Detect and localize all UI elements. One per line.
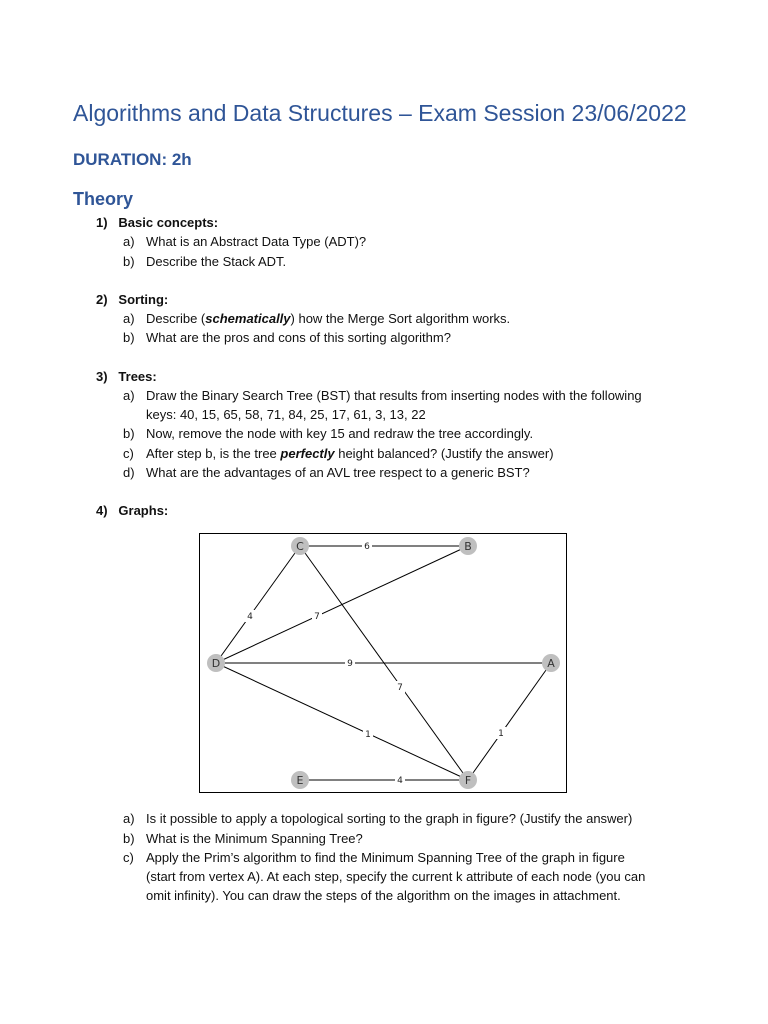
graph-node-label-d: D <box>211 657 221 670</box>
question-2b-letter: b) <box>123 330 135 345</box>
question-1b-text: Describe the Stack ADT. <box>146 254 287 269</box>
question-2b-text: What are the pros and cons of this sorting algorithm? <box>146 330 451 345</box>
question-4b-text: What is the Minimum Spanning Tree? <box>146 831 363 846</box>
question-3-number: 3) <box>96 369 108 384</box>
graph-edge-c-d <box>216 546 300 663</box>
question-4c-text: Apply the Prim’s algorithm to find the Minimum Spanning Tree of the graph in figure <box>146 850 625 865</box>
question-1a-text: What is an Abstract Data Type (ADT)? <box>146 234 367 249</box>
question-2a-emphasis: schematically <box>205 311 291 326</box>
question-4b-letter: b) <box>123 831 135 846</box>
graph-edge-d-f <box>216 663 468 780</box>
question-3-title: Trees: <box>118 369 157 384</box>
graph-edge-weight-c-f: 7 <box>397 683 403 693</box>
section-heading-theory: Theory <box>73 189 134 209</box>
graph-node-label-b: B <box>464 540 472 553</box>
question-3c-pre: After step b, is the tree <box>146 446 281 461</box>
graph-node-label-e: E <box>296 774 304 787</box>
question-4a-text: Is it possible to apply a topological sorting to the graph in figure? (Justify the answer) <box>146 811 633 826</box>
question-2a-text <box>146 309 510 328</box>
question-2a-pre: Describe ( <box>146 311 206 326</box>
question-4c-text-line2: (start from vertex A). At each step, specify the current k attribute of each node (you can <box>146 869 646 884</box>
question-3d-text: What are the advantages of an AVL tree respect to a generic BST? <box>146 465 530 480</box>
question-4c-letter: c) <box>123 850 134 865</box>
exam-duration: DURATION: 2h <box>73 150 192 169</box>
question-1-number: 1) <box>96 215 108 230</box>
question-4-heading <box>96 501 168 520</box>
question-2a-letter: a) <box>123 311 135 326</box>
question-4-title: Graphs: <box>118 503 169 518</box>
question-3c-post: height balanced? (Justify the answer) <box>334 446 554 461</box>
question-3a-letter: a) <box>123 388 135 403</box>
question-4-number: 4) <box>96 503 108 518</box>
question-1b-letter: b) <box>123 254 135 269</box>
graph-edge-weight-d-a: 9 <box>347 659 353 669</box>
question-3c-text <box>146 444 554 463</box>
question-3a-text-line2: keys: 40, 15, 65, 58, 71, 84, 25, 17, 61, 3, 13, 22 <box>146 407 426 422</box>
graph-svg <box>200 534 568 794</box>
graph-edge-weight-a-f: 1 <box>498 729 504 739</box>
question-3-heading <box>96 367 157 386</box>
graph-edge-weight-d-f: 1 <box>365 730 371 740</box>
question-3d-letter: d) <box>123 465 135 480</box>
question-3a-text: Draw the Binary Search Tree (BST) that results from inserting nodes with the following <box>146 388 642 403</box>
graph-edge-weight-c-d: 4 <box>247 612 253 622</box>
exam-title: Algorithms and Data Structures – Exam Session 23/06/2022 <box>73 100 687 126</box>
graph-edge-weight-d-b: 7 <box>314 612 320 622</box>
question-2-number: 2) <box>96 292 108 307</box>
graph-edge-weight-e-f: 4 <box>397 776 403 786</box>
question-2-title: Sorting: <box>118 292 169 307</box>
question-3c-letter: c) <box>123 446 134 461</box>
question-3b-text: Now, remove the node with key 15 and redraw the tree accordingly. <box>146 426 534 441</box>
question-3b-letter: b) <box>123 426 135 441</box>
question-1a-letter: a) <box>123 234 135 249</box>
graph-edge-weight-c-b: 6 <box>364 542 370 552</box>
question-1-title: Basic concepts: <box>118 215 219 230</box>
question-1-heading <box>96 213 218 232</box>
question-3c-emphasis: perfectly <box>280 446 335 461</box>
graph-node-label-c: C <box>296 540 304 553</box>
question-4a-letter: a) <box>123 811 135 826</box>
question-2-heading <box>96 290 168 309</box>
graph-node-label-a: A <box>547 657 555 670</box>
graph-node-label-f: F <box>464 774 472 787</box>
graph-figure <box>199 533 567 793</box>
question-2a-post: ) how the Merge Sort algorithm works. <box>290 311 511 326</box>
question-4c-text-line3: omit infinity). You can draw the steps of the algorithm on the images in attachment. <box>146 888 621 903</box>
graph-edge-a-f <box>468 663 551 780</box>
